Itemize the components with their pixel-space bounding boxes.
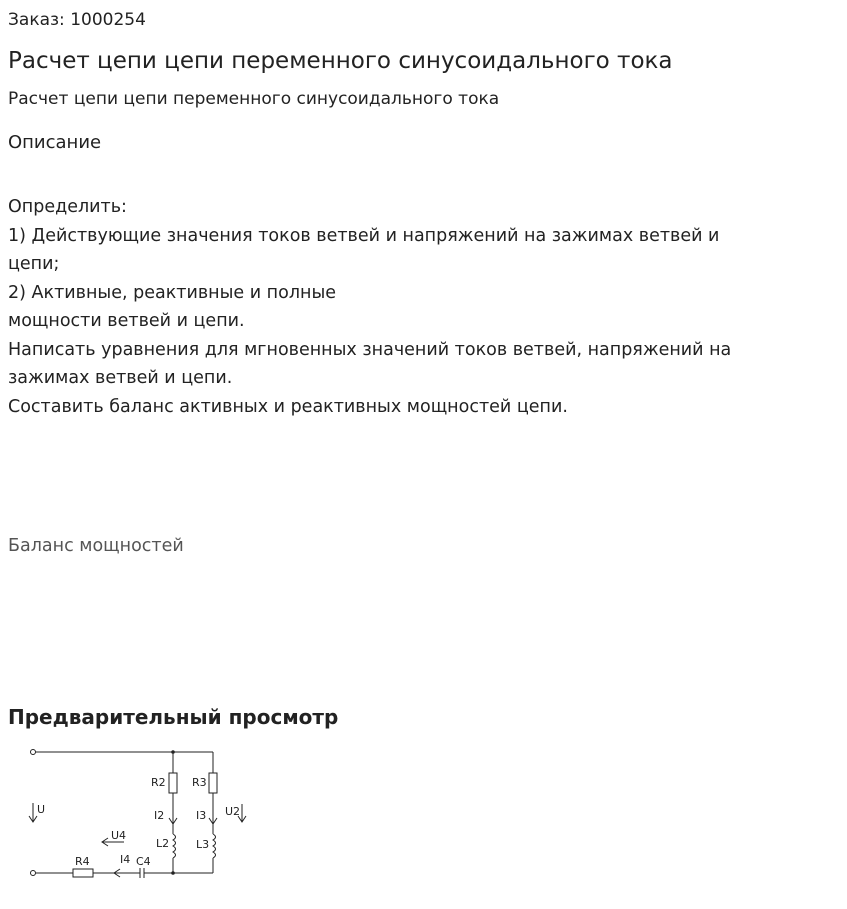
order-number bbox=[8, 10, 146, 30]
order-label: Заказ: bbox=[8, 10, 65, 30]
label-l3: L3 bbox=[196, 838, 210, 851]
label-r2: R2 bbox=[151, 776, 166, 789]
label-i4: I4 bbox=[120, 853, 131, 866]
description-line: мощности ветвей и цепи. bbox=[8, 311, 245, 331]
label-r3: R3 bbox=[192, 776, 207, 789]
description-line: цепи; bbox=[8, 254, 60, 274]
description-line: Составить баланс активных и реактивных мощностей цепи. bbox=[8, 396, 568, 417]
label-l2: L2 bbox=[156, 837, 170, 850]
description-heading: Описание bbox=[8, 132, 102, 153]
page-subtitle: Расчет цепи цепи переменного синусоидального тока bbox=[8, 89, 500, 109]
description-line: зажимах ветвей и цепи. bbox=[8, 368, 233, 388]
order-value: 1000254 bbox=[70, 10, 146, 30]
description-body bbox=[8, 193, 828, 421]
label-u4: U4 bbox=[111, 829, 127, 842]
description-line: 2) Активные, реактивные и полные bbox=[8, 282, 337, 303]
description-line: Написать уравнения для мгновенных значений токов ветвей, напряжений на bbox=[8, 339, 732, 360]
label-i3: I3 bbox=[196, 809, 207, 822]
page-title: Расчет цепи цепи переменного синусоидального тока bbox=[8, 48, 673, 74]
description-line: 1) Действующие значения токов ветвей и напряжений на зажимах ветвей и bbox=[8, 225, 720, 246]
power-balance-link[interactable]: Баланс мощностей bbox=[8, 536, 184, 556]
circuit-diagram bbox=[20, 738, 260, 888]
label-u2: U2 bbox=[225, 805, 241, 818]
label-r4: R4 bbox=[75, 855, 90, 868]
preview-heading: Предварительный просмотр bbox=[8, 705, 339, 729]
description-line: Определить: bbox=[8, 197, 127, 217]
label-i2: I2 bbox=[154, 809, 165, 822]
label-u: U bbox=[37, 803, 46, 816]
label-c4: C4 bbox=[136, 855, 151, 868]
